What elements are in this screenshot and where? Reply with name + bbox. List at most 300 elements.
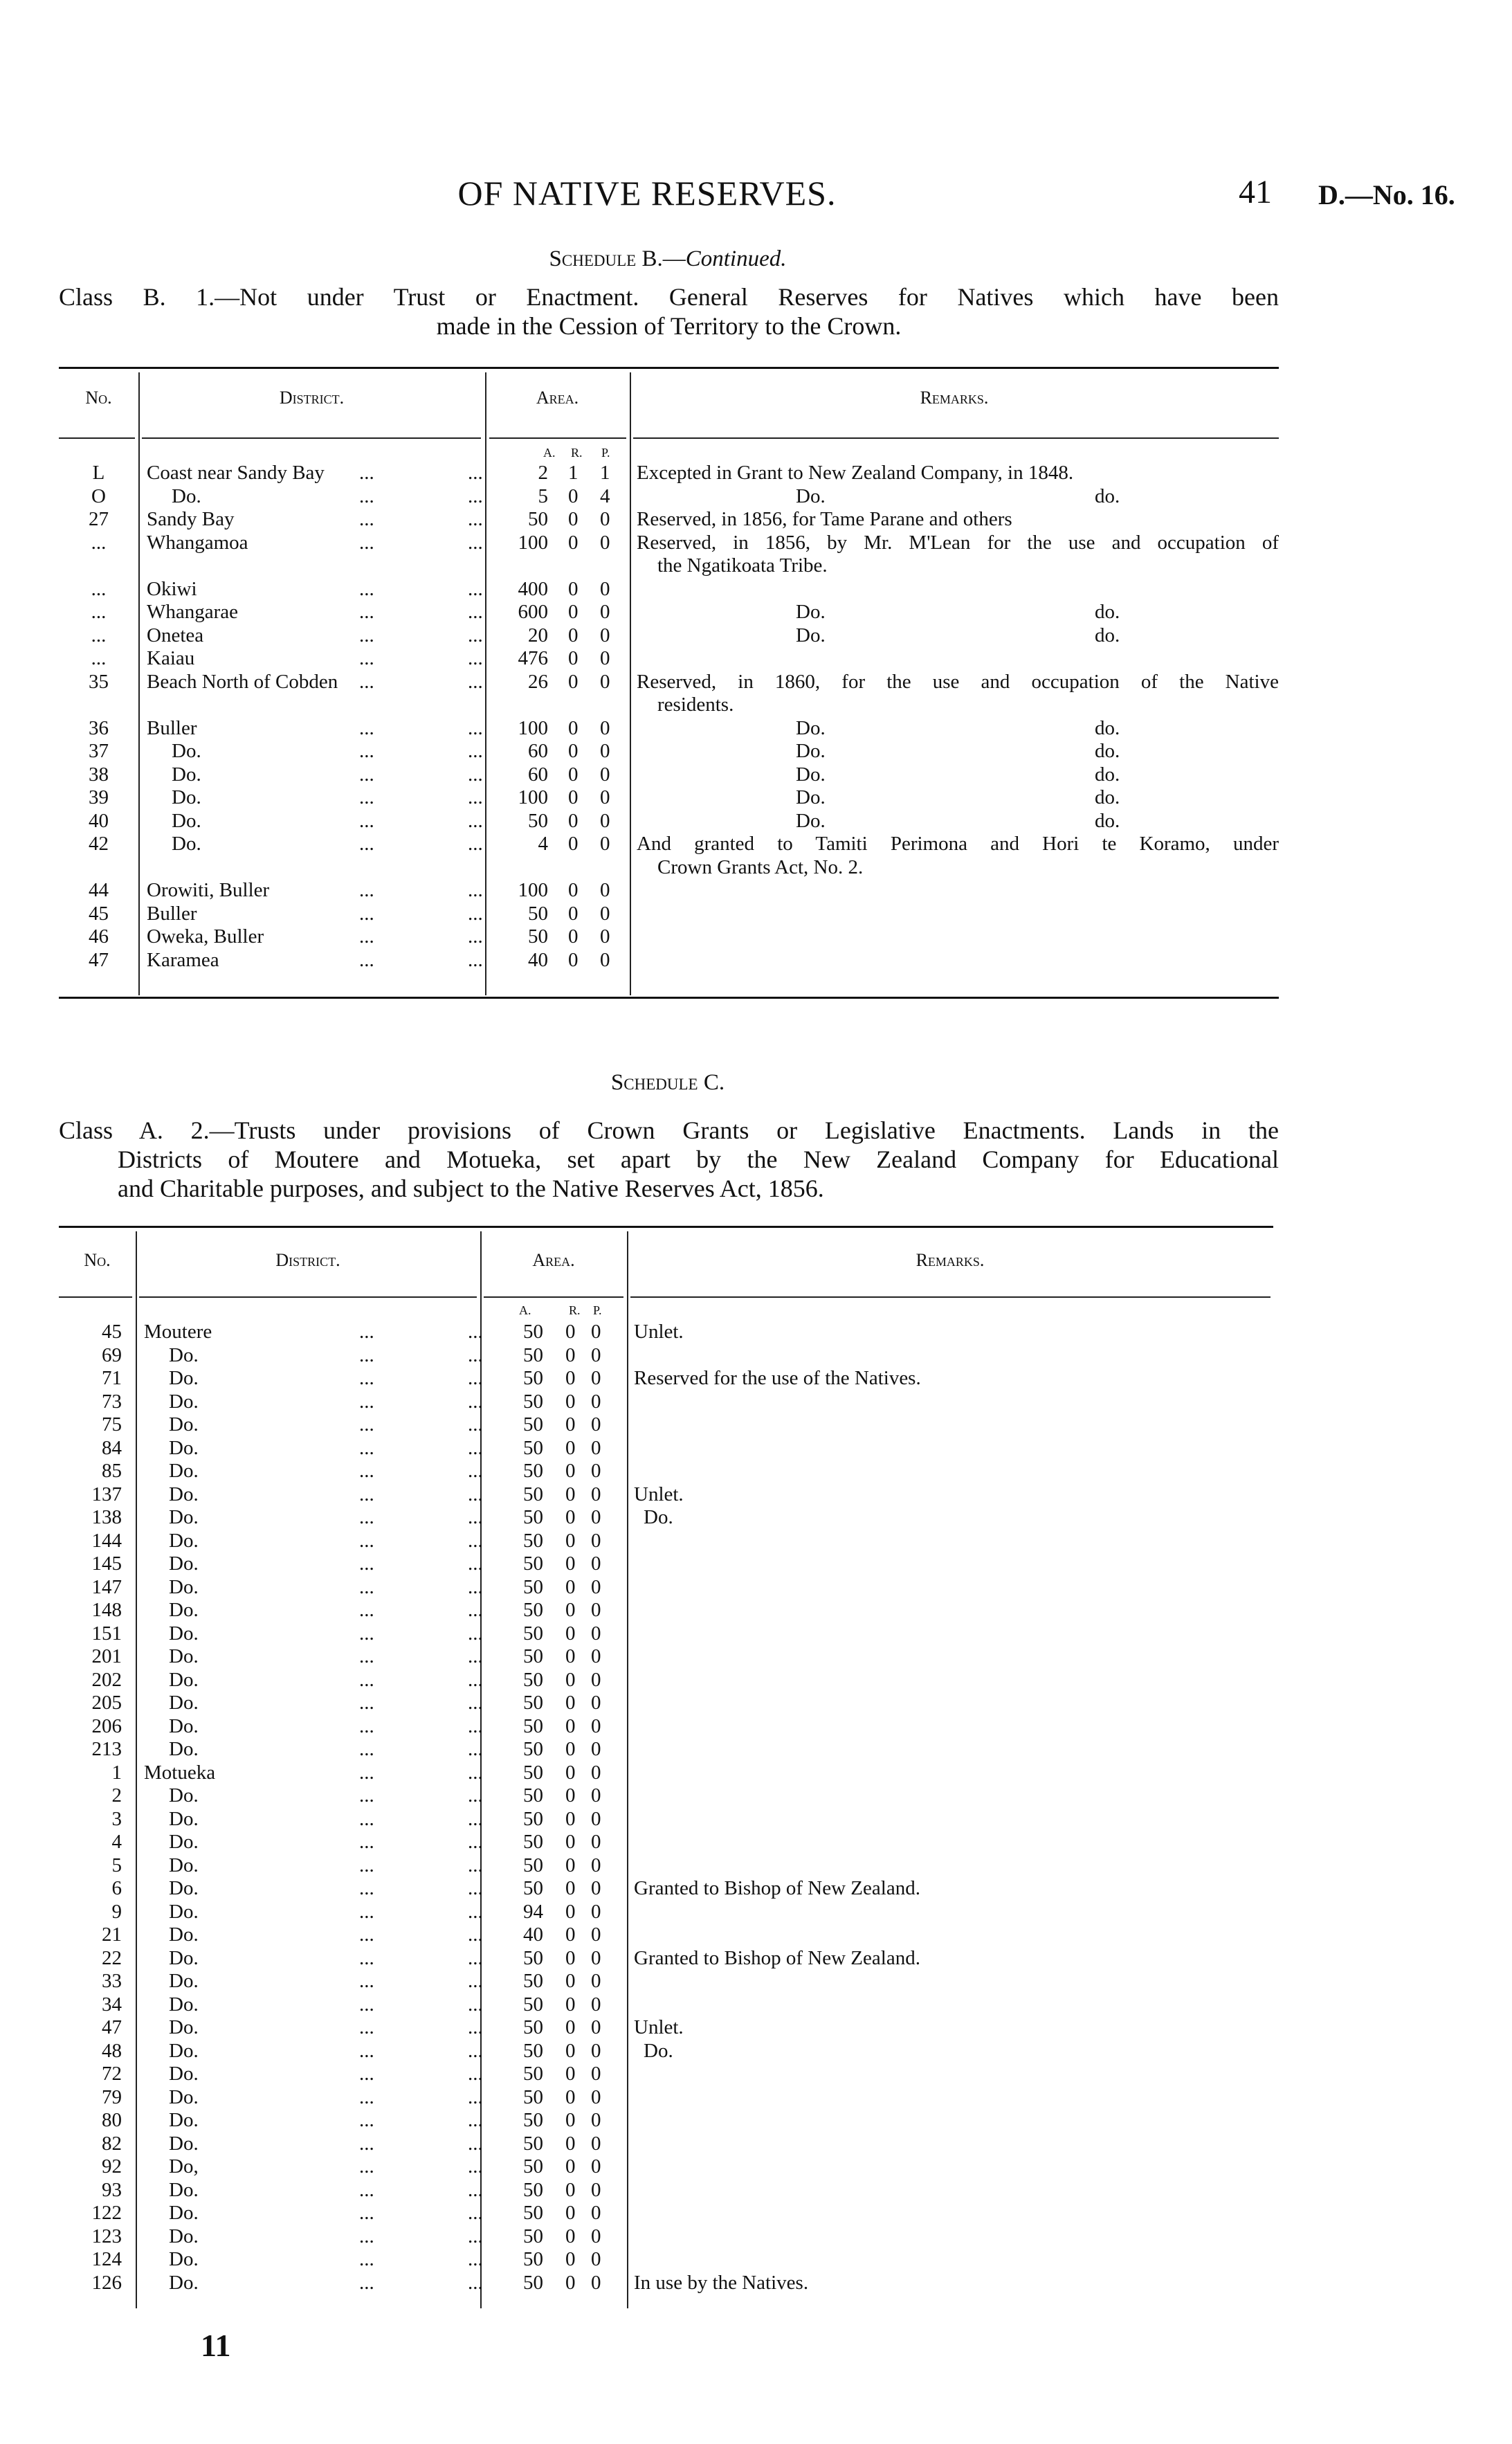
- area-unit-roods: R.: [569, 1303, 581, 1317]
- area-acres: 50: [523, 1714, 543, 1737]
- leader-dots: ...: [359, 740, 374, 762]
- area-roods: 0: [565, 1575, 576, 1598]
- district-name: Moutere: [144, 1321, 212, 1343]
- column-header-district: District.: [279, 388, 345, 408]
- district-name: Do.: [169, 1529, 199, 1552]
- district-name: Do.: [169, 1738, 199, 1760]
- row-number: 201: [91, 1645, 122, 1667]
- remarks-cell: [627, 1970, 1273, 1993]
- area-roods: 0: [568, 786, 579, 808]
- district-cell: [138, 763, 485, 787]
- area-roods: 0: [565, 1413, 576, 1436]
- table-row: [59, 925, 1279, 949]
- remarks-line: Crown Grants Act, No. 2.: [657, 856, 864, 878]
- area-roods: 0: [565, 1529, 576, 1552]
- column-header-remarks: Remarks.: [920, 388, 989, 408]
- table-row: [59, 1413, 1273, 1437]
- area-perches: 0: [591, 1645, 601, 1667]
- area-perches: 0: [600, 601, 610, 623]
- ditto-left: Do.: [796, 786, 826, 808]
- area-perches: 0: [591, 2063, 601, 2085]
- table-row: [59, 2225, 1273, 2249]
- leader-dots: ...: [468, 2085, 483, 2108]
- remarks-cell: [627, 1715, 1273, 1739]
- area-perches: 0: [591, 1622, 601, 1645]
- ditto-right: do.: [1095, 809, 1120, 832]
- area-cell: [480, 2272, 627, 2295]
- area-cell: [485, 485, 630, 509]
- leader-dots: ...: [359, 2225, 374, 2247]
- area-acres: 50: [523, 1877, 543, 1899]
- district-cell: [136, 1714, 483, 1739]
- area-cell: [480, 1576, 627, 1600]
- area-acres: 600: [518, 601, 548, 623]
- leader-dots: ...: [359, 2063, 374, 2085]
- area-acres: 50: [523, 1413, 543, 1436]
- area-roods: 0: [565, 2063, 576, 2085]
- district-cell: [136, 1321, 483, 1344]
- remarks-cell: [630, 647, 1279, 671]
- district-name: Do.: [169, 1668, 199, 1691]
- ditto-right: do.: [1095, 601, 1120, 623]
- table-row: [59, 740, 1279, 763]
- area-roods: 0: [565, 2271, 576, 2294]
- remarks-cell: [627, 1530, 1273, 1553]
- row-number: 122: [91, 2202, 122, 2224]
- area-acres: 50: [523, 1738, 543, 1760]
- district-cell: [136, 2039, 483, 2063]
- row-number: 4: [111, 1831, 122, 1853]
- area-roods: 0: [565, 2202, 576, 2224]
- remarks-cell: [630, 532, 1279, 578]
- district-name: Do.: [169, 1923, 199, 1946]
- remarks-line: Reserved, in 1860, for the use and occupation of the Native: [637, 670, 1279, 693]
- area-perches: 0: [591, 1390, 601, 1413]
- area-cell: [485, 949, 630, 972]
- area-roods: 0: [565, 2039, 576, 2062]
- district-name: Do.: [169, 2085, 199, 2108]
- sheet-number: 11: [201, 2328, 231, 2363]
- area-acres: 60: [528, 763, 548, 786]
- remarks-cell: [627, 1437, 1273, 1460]
- area-cell: [485, 925, 630, 949]
- district-name: Do.: [169, 1970, 199, 1992]
- district-cell: [136, 1436, 483, 1460]
- district-cell: [138, 903, 485, 926]
- area-cell: [480, 1715, 627, 1739]
- area-roods: 0: [565, 1714, 576, 1737]
- row-number: 47: [89, 948, 109, 971]
- leader-dots: ...: [359, 1807, 374, 1830]
- table-row: [59, 1506, 1273, 1530]
- district-name: Do.: [172, 786, 201, 808]
- district-name: Sandy Bay: [147, 508, 235, 530]
- area-roods: 0: [565, 1877, 576, 1899]
- table-row: [59, 2016, 1273, 2040]
- leader-dots: ...: [468, 1460, 483, 1482]
- leader-dots: ...: [359, 2202, 374, 2224]
- table-row: [59, 1460, 1273, 1483]
- table-row: [59, 1762, 1273, 1785]
- district-name: Do.: [169, 1645, 199, 1667]
- table-row: [59, 763, 1279, 787]
- row-number: 69: [102, 1343, 122, 1366]
- area-perches: 0: [591, 1807, 601, 1830]
- leader-dots: ...: [359, 624, 374, 646]
- row-number: 34: [102, 1993, 122, 2016]
- area-acres: 50: [523, 2063, 543, 2085]
- area-roods: 0: [568, 577, 579, 600]
- area-roods: 0: [568, 948, 579, 971]
- leader-dots: ...: [359, 2039, 374, 2062]
- leader-dots: ...: [468, 1321, 483, 1343]
- district-cell: [138, 879, 485, 903]
- district-name: Do.: [169, 1877, 199, 1899]
- area-roods: 0: [568, 670, 579, 693]
- district-cell: [136, 1390, 483, 1414]
- table-row: [59, 2248, 1273, 2272]
- table-row: [59, 1854, 1273, 1878]
- column-header-area: Area.: [536, 388, 579, 408]
- area-roods: 0: [568, 716, 579, 739]
- remarks-cell: [630, 810, 1279, 833]
- district-name: Okiwi: [147, 577, 197, 600]
- remarks-cell: [627, 1367, 1273, 1391]
- leader-dots: ...: [468, 1738, 483, 1760]
- schedule-c-letter: C.: [703, 1070, 725, 1095]
- leader-dots: ...: [468, 2248, 483, 2270]
- leader-dots: ...: [359, 1831, 374, 1853]
- area-cell: [485, 532, 630, 578]
- area-acres: 50: [523, 1854, 543, 1876]
- row-number: 151: [91, 1622, 122, 1645]
- leader-dots: ...: [359, 2271, 374, 2294]
- leader-dots: ...: [468, 740, 483, 762]
- leader-dots: ...: [468, 508, 483, 530]
- remarks-line: Unlet.: [634, 1321, 684, 1343]
- remarks-cell: [630, 786, 1279, 810]
- area-cell: [480, 2155, 627, 2179]
- leader-dots: ...: [468, 925, 483, 948]
- district-name: Do.: [169, 1553, 199, 1575]
- district-name: Do.: [169, 2063, 199, 2085]
- area-perches: 0: [591, 1506, 601, 1528]
- row-number: 45: [102, 1321, 122, 1343]
- row-number: 73: [102, 1390, 122, 1413]
- area-perches: 0: [591, 1714, 601, 1737]
- area-cell: [480, 1970, 627, 1993]
- district-name: Onetea: [147, 624, 204, 646]
- leader-dots: ...: [468, 2063, 483, 2085]
- ditto-left: Do.: [796, 624, 826, 646]
- remarks-cell: [630, 485, 1279, 509]
- area-acres: 50: [523, 1807, 543, 1830]
- table-row: [59, 1715, 1273, 1739]
- schedule-c-heading: [0, 1070, 1336, 1096]
- area-unit-perches: P.: [601, 446, 610, 460]
- area-acres: 50: [523, 2132, 543, 2155]
- area-acres: 50: [523, 2271, 543, 2294]
- leader-dots: ...: [359, 1483, 374, 1505]
- leader-dots: ...: [359, 1436, 374, 1459]
- area-acres: 50: [523, 2016, 543, 2038]
- district-cell: [136, 1946, 483, 1971]
- leader-dots: ...: [468, 716, 483, 739]
- row-number: 5: [111, 1854, 122, 1876]
- area-acres: 50: [523, 1575, 543, 1598]
- row-number: 9: [111, 1900, 122, 1923]
- leader-dots: ...: [468, 1390, 483, 1413]
- leader-dots: ...: [359, 647, 374, 669]
- table-row: [59, 1530, 1273, 1553]
- area-perches: 0: [591, 1529, 601, 1552]
- area-acres: 50: [523, 1460, 543, 1482]
- table-row: [59, 1784, 1273, 1808]
- leader-dots: ...: [359, 2155, 374, 2178]
- area-cell: [480, 1413, 627, 1437]
- area-perches: 4: [600, 485, 610, 507]
- district-cell: [136, 1807, 483, 1831]
- remarks-cell: [627, 1599, 1273, 1622]
- remarks-line: Do.: [644, 1506, 673, 1528]
- area-acres: 50: [523, 1506, 543, 1528]
- row-number: 72: [102, 2063, 122, 2085]
- area-perches: 0: [600, 508, 610, 530]
- remarks-line: Reserved, in 1856, for Tame Parane and others: [637, 508, 1012, 530]
- area-perches: 0: [600, 531, 610, 554]
- column-header-area: Area.: [532, 1250, 575, 1270]
- area-acres: 5: [538, 485, 548, 507]
- remarks-cell: [627, 1321, 1273, 1344]
- district-name: Coast near Sandy Bay: [147, 462, 325, 484]
- area-perches: 0: [600, 716, 610, 739]
- district-name: Do.: [172, 809, 201, 832]
- leader-dots: ...: [468, 1784, 483, 1807]
- remarks-cell: [630, 925, 1279, 949]
- leader-dots: ...: [468, 809, 483, 832]
- area-acres: 50: [523, 1831, 543, 1853]
- row-number: 144: [91, 1529, 122, 1552]
- area-perches: 0: [591, 2225, 601, 2247]
- area-perches: 0: [591, 2132, 601, 2155]
- area-perches: 0: [591, 2155, 601, 2178]
- area-acres: 50: [523, 2085, 543, 2108]
- row-number: 48: [102, 2039, 122, 2062]
- table-top-rule: [59, 1226, 1273, 1228]
- row-number: 42: [89, 833, 109, 855]
- table-row: [59, 1553, 1273, 1576]
- area-cell: [480, 1599, 627, 1622]
- remarks-ditto: [637, 717, 1279, 741]
- remarks-cell: [627, 1483, 1273, 1507]
- row-number: 137: [91, 1483, 122, 1505]
- leader-dots: ...: [359, 902, 374, 925]
- district-cell: [138, 647, 485, 671]
- area-cell: [485, 601, 630, 624]
- district-cell: [136, 2225, 483, 2249]
- header-rule: [59, 437, 135, 439]
- area-perches: 0: [600, 786, 610, 808]
- area-perches: 0: [591, 1923, 601, 1946]
- row-number: 37: [89, 740, 109, 762]
- district-cell: [136, 1854, 483, 1878]
- row-number: 202: [91, 1668, 122, 1691]
- table-row: [59, 485, 1279, 509]
- leader-dots: ...: [359, 670, 374, 693]
- area-roods: 0: [568, 485, 579, 507]
- ditto-left: Do.: [796, 763, 826, 786]
- ditto-left: Do.: [796, 809, 826, 832]
- leader-dots: ...: [468, 1854, 483, 1876]
- leader-dots: ...: [468, 1692, 483, 1714]
- leader-dots: ...: [359, 948, 374, 971]
- leader-dots: ...: [468, 1668, 483, 1691]
- remarks-cell: [627, 1901, 1273, 1924]
- leader-dots: ...: [468, 2225, 483, 2247]
- leader-dots: ...: [359, 601, 374, 623]
- row-number: 93: [102, 2178, 122, 2201]
- remarks-cell: [627, 1692, 1273, 1715]
- leader-dots: ...: [468, 2109, 483, 2131]
- table-row: [59, 1622, 1273, 1646]
- remarks-cell: [627, 2225, 1273, 2249]
- header-rule: [142, 437, 481, 439]
- remarks-cell: [627, 2109, 1273, 2133]
- row-number: 85: [102, 1460, 122, 1482]
- area-cell: [480, 1738, 627, 1762]
- ditto-left: Do.: [796, 601, 826, 623]
- district-cell: [136, 2178, 483, 2202]
- area-unit-roods: R.: [571, 446, 583, 460]
- leader-dots: ...: [468, 1807, 483, 1830]
- leader-dots: ...: [468, 485, 483, 507]
- area-roods: 0: [565, 1668, 576, 1691]
- leader-dots: ...: [359, 1993, 374, 2016]
- district-cell: [136, 1460, 483, 1483]
- leader-dots: ...: [359, 2178, 374, 2201]
- leader-dots: ...: [359, 833, 374, 855]
- district-cell: [138, 740, 485, 763]
- leader-dots: ...: [468, 1946, 483, 1969]
- district-name: Do.: [169, 1460, 199, 1482]
- table-row: [59, 1923, 1273, 1947]
- table-bottom-rule: [59, 997, 1279, 999]
- remarks-cell: [627, 2155, 1273, 2179]
- schedule-b-letter: B.—: [641, 246, 686, 271]
- remarks-cell: [627, 1576, 1273, 1600]
- district-cell: [136, 1483, 483, 1507]
- area-roods: 0: [565, 2109, 576, 2131]
- area-cell: [480, 1437, 627, 1460]
- area-perches: 0: [600, 925, 610, 948]
- district-name: Whangamoa: [147, 531, 248, 554]
- leader-dots: ...: [359, 508, 374, 530]
- district-cell: [136, 1970, 483, 1993]
- area-acres: 50: [523, 1784, 543, 1807]
- remarks-cell: [627, 1344, 1273, 1368]
- area-perches: 0: [600, 647, 610, 669]
- leader-dots: ...: [468, 2039, 483, 2062]
- row-number: 21: [102, 1923, 122, 1946]
- district-name: Do.: [169, 1506, 199, 1528]
- district-name: Buller: [147, 902, 197, 925]
- district-cell: [138, 949, 485, 972]
- schedule-c-label: Schedule: [610, 1070, 698, 1095]
- area-acres: 50: [528, 809, 548, 832]
- remarks-cell: [627, 2133, 1273, 2156]
- district-cell: [136, 1923, 483, 1947]
- row-number: 84: [102, 1436, 122, 1459]
- district-cell: [138, 671, 485, 717]
- remarks-line: Reserved, in 1856, by Mr. M'Lean for the use and occupation of: [637, 531, 1279, 554]
- row-number: 44: [89, 879, 109, 901]
- table-row: [59, 2133, 1273, 2156]
- remarks-cell: [630, 740, 1279, 763]
- area-cell: [480, 2086, 627, 2110]
- leader-dots: ...: [468, 601, 483, 623]
- area-roods: 0: [565, 2225, 576, 2247]
- area-acres: 100: [518, 716, 548, 739]
- area-acres: 50: [523, 1946, 543, 1969]
- district-name: Do.: [169, 1993, 199, 2016]
- district-cell: [136, 2248, 483, 2272]
- ditto-right: do.: [1095, 763, 1120, 786]
- table-row: [59, 810, 1279, 833]
- remarks-cell: [627, 1669, 1273, 1692]
- table-row: [59, 1692, 1273, 1715]
- remarks-ditto: [637, 740, 1279, 763]
- row-number: 82: [102, 2132, 122, 2155]
- area-perches: 0: [591, 2271, 601, 2294]
- table-row: [59, 1901, 1273, 1924]
- district-name: Oweka, Buller: [147, 925, 264, 948]
- remarks-cell: [627, 1877, 1273, 1901]
- leader-dots: ...: [468, 1970, 483, 1992]
- area-perches: 0: [591, 2178, 601, 2201]
- area-acres: 60: [528, 740, 548, 762]
- area-roods: 0: [565, 1460, 576, 1482]
- area-perches: 0: [591, 1831, 601, 1853]
- district-cell: [136, 1738, 483, 1762]
- district-name: Do.: [169, 1784, 199, 1807]
- schedule-c-rows: [59, 1321, 1273, 2294]
- remarks-cell: [630, 624, 1279, 648]
- leader-dots: ...: [359, 2085, 374, 2108]
- remarks-cell: [627, 2063, 1273, 2086]
- row-number: 147: [91, 1575, 122, 1598]
- row-number: 92: [102, 2155, 122, 2178]
- area-perches: 0: [600, 902, 610, 925]
- area-roods: 0: [565, 1343, 576, 1366]
- area-roods: 0: [565, 2155, 576, 2178]
- district-cell: [136, 1761, 483, 1785]
- table-row: [59, 2179, 1273, 2202]
- leader-dots: ...: [468, 670, 483, 693]
- table-row: [59, 508, 1279, 532]
- district-cell: [136, 1413, 483, 1437]
- leader-dots: ...: [468, 1645, 483, 1667]
- area-perches: 0: [591, 1483, 601, 1505]
- district-name: Do.: [169, 2202, 199, 2224]
- leader-dots: ...: [468, 2132, 483, 2155]
- area-roods: 0: [568, 647, 579, 669]
- area-acres: 94: [523, 1900, 543, 1923]
- remarks-line: Granted to Bishop of New Zealand.: [634, 1946, 920, 1969]
- district-cell: [136, 1575, 483, 1600]
- district-cell: [138, 810, 485, 833]
- table-row: [59, 462, 1279, 485]
- remarks-cell: [630, 671, 1279, 717]
